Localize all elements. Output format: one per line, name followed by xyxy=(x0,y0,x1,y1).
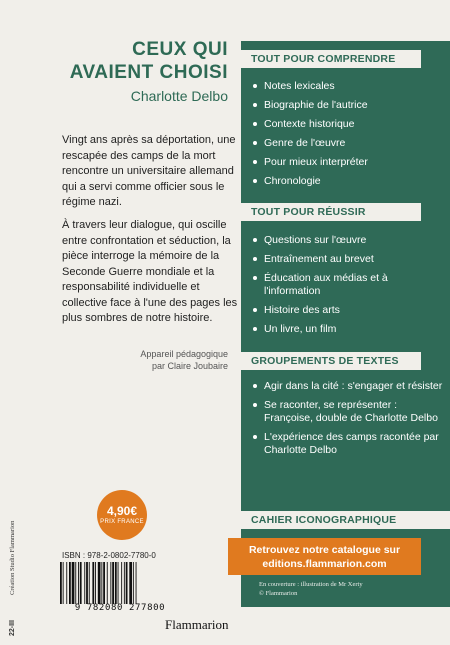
list-reussir xyxy=(253,234,443,342)
list-item: Chronologie xyxy=(253,175,443,188)
barcode-bar xyxy=(80,562,82,604)
barcode-bar xyxy=(89,562,90,604)
barcode-bar xyxy=(103,562,105,604)
barcode-bar xyxy=(84,562,85,604)
barcode-bar xyxy=(95,562,96,604)
blurb-paragraph-2: À travers leur dialogue, qui oscille entre confrontation et séduction, la pièce interroge la mémoire de la Seconde Guerre mondiale et la responsabilité individuelle et collective face à l'une des pages les plus sombres de notre histoire. xyxy=(62,219,238,324)
barcode-bar xyxy=(75,562,76,604)
barcode-bar xyxy=(115,562,117,604)
catalog-url[interactable]: editions.flammarion.com xyxy=(262,557,387,570)
barcode-bar xyxy=(126,562,128,604)
barcode-bar xyxy=(121,562,122,604)
title-line-1: CEUX QUI xyxy=(132,39,228,60)
list-item: Notes lexicales xyxy=(253,80,443,93)
cover-credit-line-1: En couverture : illustration de Mr Xerty xyxy=(259,581,363,588)
spine-code: 22-III xyxy=(9,620,16,636)
barcode-bar xyxy=(101,562,102,604)
section-heading-comprendre: TOUT POUR COMPRENDRE xyxy=(241,50,421,68)
author-name: Charlotte Delbo xyxy=(130,88,228,104)
credit-line-2: par Claire Joubaire xyxy=(151,361,228,371)
list-groupements xyxy=(253,380,443,463)
section-heading-groupements: GROUPEMENTS DE TEXTES xyxy=(241,352,421,370)
section-heading-reussir: TOUT POUR RÉUSSIR xyxy=(241,203,421,221)
title-line-2: AVAIENT CHOISI xyxy=(69,62,228,83)
publisher-logo: Flammarion xyxy=(165,617,229,632)
list-item: Histoire des arts xyxy=(253,304,443,317)
barcode-bar xyxy=(69,562,71,604)
list-item: Agir dans la cité : s'engager et résister xyxy=(253,380,443,393)
barcode-bar xyxy=(63,562,64,604)
list-item: Éducation aux médias et à l'information xyxy=(253,272,443,298)
barcode-bar xyxy=(118,562,119,604)
list-item: L'expérience des camps racontée par Charlotte Delbo xyxy=(253,431,443,457)
barcode-image xyxy=(58,562,182,604)
list-item: Pour mieux interpréter xyxy=(253,156,443,169)
list-item: Contexte historique xyxy=(253,118,443,131)
barcode-bar xyxy=(133,562,134,604)
barcode-bar xyxy=(107,562,108,604)
barcode-bar xyxy=(66,562,67,604)
barcode-bar xyxy=(98,562,101,604)
barcode-digits: 9 782080 277800 xyxy=(74,603,166,613)
price-value: 4,90€ xyxy=(106,503,138,518)
cover-credit xyxy=(259,580,363,598)
price-badge xyxy=(97,490,147,540)
barcode-bar xyxy=(110,562,111,604)
catalog-line-1: Retrouvez notre catalogue sur xyxy=(248,543,401,556)
barcode-bar xyxy=(78,562,79,604)
barcode-bar xyxy=(86,562,88,604)
barcode-bar xyxy=(112,562,114,604)
list-comprendre xyxy=(253,80,443,194)
book-title xyxy=(8,38,228,84)
barcode-bar xyxy=(92,562,94,604)
blurb-paragraph-1: Vingt ans après sa déportation, une rescapée des camps de la mort rencontre un universitaire allemand qui a servi comme officier sous le régime nazi. xyxy=(62,134,236,208)
credit-line-1: Appareil pédagogique xyxy=(140,349,228,359)
pedagogical-credit xyxy=(48,348,228,372)
section-heading-cahier: CAHIER ICONOGRAPHIQUE xyxy=(241,511,450,529)
barcode-bar xyxy=(72,562,75,604)
list-item: Un livre, un film xyxy=(253,323,443,336)
barcode-bar xyxy=(136,562,137,604)
list-item: Entraînement au brevet xyxy=(253,253,443,266)
catalog-banner[interactable] xyxy=(228,538,421,575)
list-item: Genre de l'œuvre xyxy=(253,137,443,150)
price-label: PRIX FRANCE xyxy=(100,518,144,525)
cover-credit-line-2: © Flammarion xyxy=(259,590,298,597)
list-item: Biographie de l'autrice xyxy=(253,99,443,112)
isbn-text: ISBN : 978-2-0802-7780-0 xyxy=(62,551,156,560)
barcode-bar xyxy=(129,562,132,604)
barcode-bar xyxy=(124,562,125,604)
design-credit: Création Studio Flammarion xyxy=(9,520,16,595)
list-item: Questions sur l'œuvre xyxy=(253,234,443,247)
list-item: Se raconter, se représenter : Françoise, double de Charlotte Delbo xyxy=(253,399,443,425)
barcode-bar xyxy=(60,562,62,604)
